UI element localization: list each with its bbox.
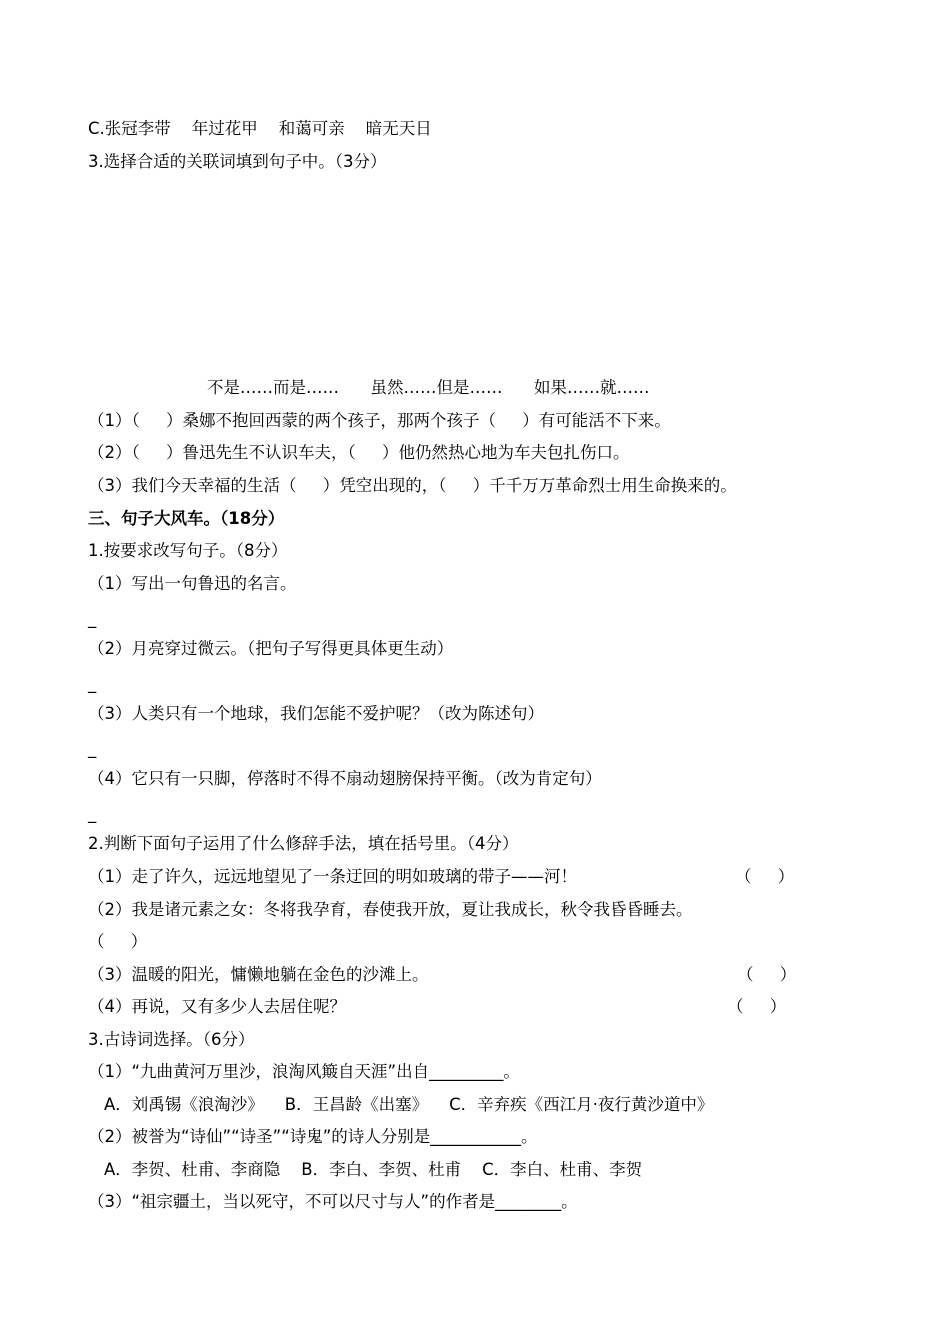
rhetoric-item-3: （3）温暖的阳光，慵懒地躺在金色的沙滩上。	[88, 965, 429, 984]
rewrite-title: 1.按要求改写句子。（8分）	[88, 541, 288, 560]
section-3-title: 三、句子大风车。（18分）	[88, 509, 285, 528]
poetry-question-2-options: A．李贺、杜甫、李商隐 B．李白、李贺、杜甫 C．李白、杜甫、李贺	[104, 1160, 643, 1179]
conjunction-item-3: （3）我们今天幸福的生活（ ）凭空出现的，（ ）千千万万革命烈士用生命换来的。	[88, 476, 737, 495]
rhetoric-item-1: （1）走了许久，远远地望见了一条迂回的明如玻璃的带子——河！	[88, 867, 577, 886]
rewrite-item-2: （2）月亮穿过微云。（把句子写得更具体更生动）	[88, 639, 454, 658]
rhetoric-item-2: （2）我是诸元素之女：冬将我孕育，春使我开放，夏让我成长，秋令我昏昏睡去。	[88, 900, 693, 919]
poetry-question-3: （3）“祖宗疆土，当以死守，不可以尺寸与人”的作者是________。	[88, 1192, 578, 1211]
rhetoric-blank-2: （ ）	[88, 932, 148, 951]
rewrite-item-3: （3）人类只有一个地球，我们怎能不爱护呢？（改为陈述句）	[88, 704, 544, 723]
conjunction-item-1: （1）（ ）桑娜不抱回西蒙的两个孩子，那两个孩子（ ）有可能活不下来。	[88, 411, 671, 430]
answer-line: _	[88, 609, 97, 628]
poetry-question-2: （2）被誉为“诗仙”“诗圣”“诗鬼”的诗人分别是___________。	[88, 1127, 538, 1146]
poetry-question-1-options: A．刘禹锡《浪淘沙》 B．王昌龄《出塞》 C．辛弃疾《西江月·夜行黄沙道中》	[104, 1095, 714, 1114]
rhetoric-blank-3: （ ）	[737, 965, 797, 984]
question-3-title: 3.选择合适的关联词填到句子中。（3分）	[88, 152, 387, 171]
poetry-title: 3.古诗词选择。（6分）	[88, 1030, 255, 1049]
rhetoric-title: 2.判断下面句子运用了什么修辞手法，填在括号里。（4分）	[88, 834, 519, 853]
rewrite-item-1: （1）写出一句鲁迅的名言。	[88, 574, 297, 593]
rhetoric-blank-1: （ ）	[735, 867, 795, 886]
rhetoric-item-4: （4）再说，又有多少人去居住呢？	[88, 997, 346, 1016]
rhetoric-blank-4: （ ）	[727, 997, 787, 1016]
conjunction-options: 不是……而是…… 虽然……但是…… 如果……就……	[207, 378, 650, 397]
conjunction-item-2: （2）（ ）鲁迅先生不认识车夫，（ ）他仍然热心地为车夫包扎伤口。	[88, 443, 630, 462]
rewrite-item-4: （4）它只有一只脚，停落时不得不扇动翅膀保持平衡。（改为肯定句）	[88, 769, 602, 788]
answer-line: _	[88, 674, 97, 693]
poetry-question-1: （1）“九曲黄河万里沙，浪淘风簸自天涯”出自_________。	[88, 1062, 520, 1081]
word-group-c: C.张冠李带 年过花甲 和蔼可亲 暗无天日	[88, 119, 432, 138]
answer-line: _	[88, 804, 97, 823]
answer-line: _	[88, 739, 97, 758]
